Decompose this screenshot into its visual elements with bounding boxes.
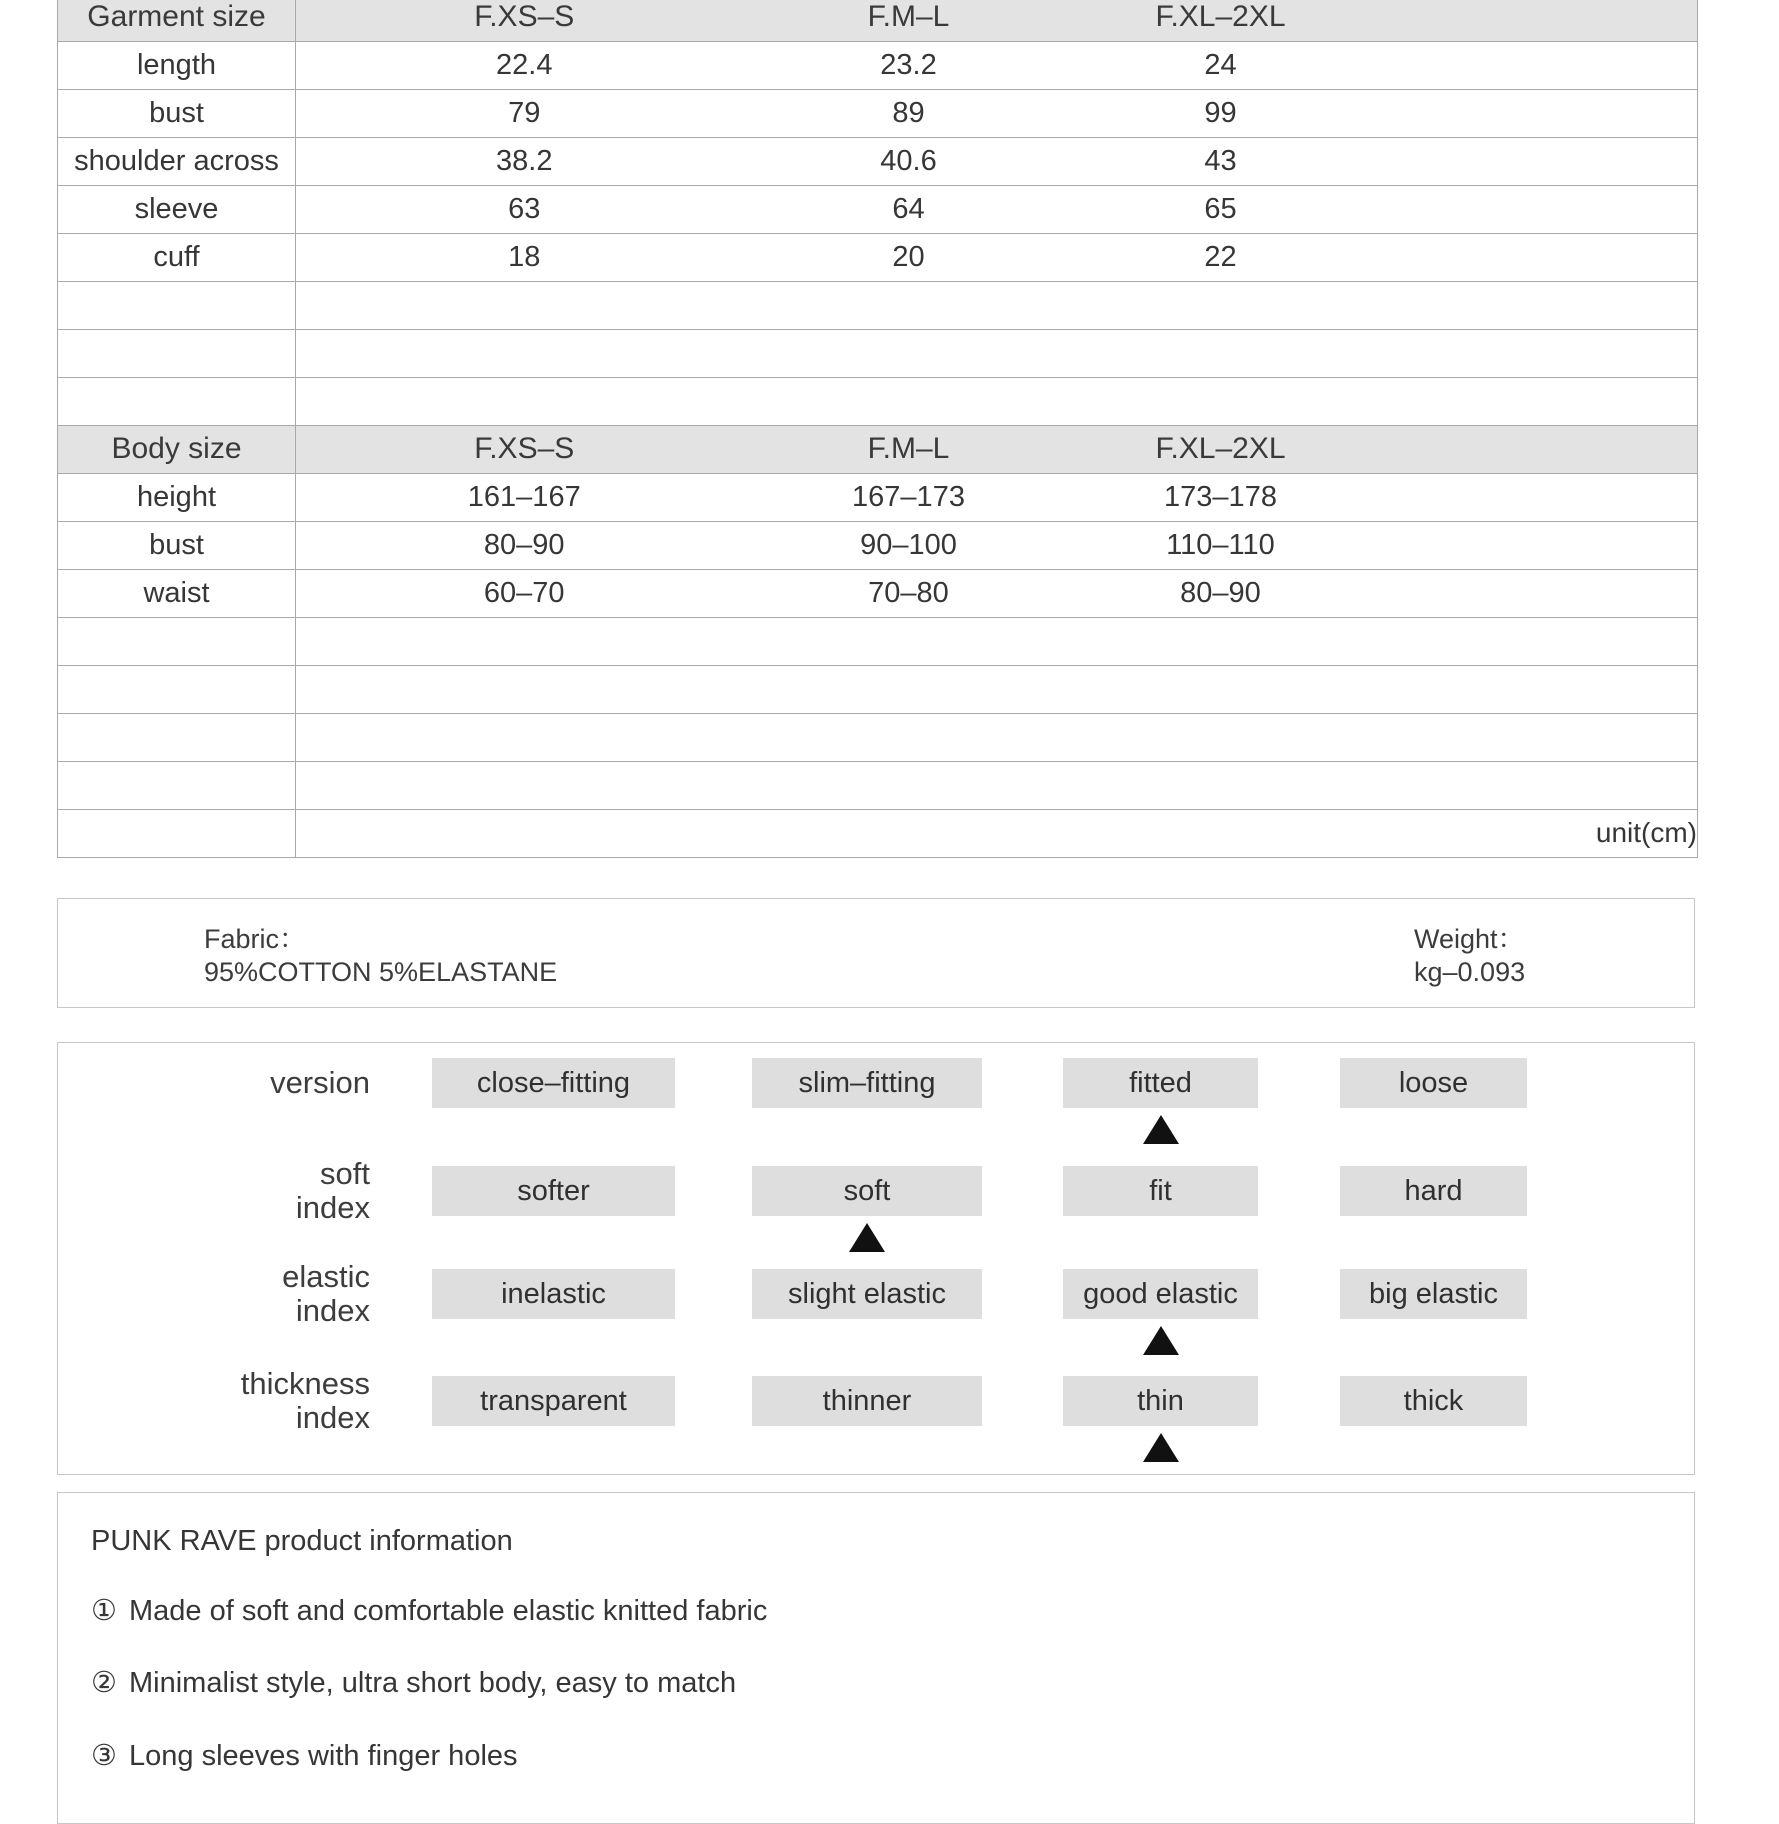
size-value-cell: 79 xyxy=(296,89,753,137)
empty-row xyxy=(58,329,1698,377)
size-value-cell: 99 xyxy=(1065,89,1377,137)
index-row-label: thickness index xyxy=(240,1366,370,1435)
circled-number-icon: ② xyxy=(91,1667,117,1699)
size-value-cell: 167–173 xyxy=(753,473,1065,521)
fabric-value: 95%COTTON 5%ELASTANE xyxy=(204,957,558,987)
size-value-cell: 40.6 xyxy=(753,137,1065,185)
size-value-cell: 18 xyxy=(296,233,753,281)
unit-label: unit(cm) xyxy=(296,809,1698,857)
table-row-height xyxy=(58,473,1698,521)
size-table-section xyxy=(57,0,1697,858)
active-marker-triangle xyxy=(1143,1115,1179,1144)
empty-row xyxy=(58,761,1698,809)
size-value-cell: 80–90 xyxy=(296,521,753,569)
index-chip: softer xyxy=(432,1166,675,1216)
index-chip: hard xyxy=(1340,1166,1527,1216)
product-info-item xyxy=(91,1665,736,1700)
unit-row xyxy=(58,809,1698,857)
row-label-cell: sleeve xyxy=(58,185,296,233)
index-chip: slim–fitting xyxy=(752,1058,982,1108)
empty-row xyxy=(58,617,1698,665)
size-value-cell: 22.4 xyxy=(296,41,753,89)
empty-row xyxy=(58,377,1698,425)
index-chip: slight elastic xyxy=(752,1269,982,1319)
fabric-panel xyxy=(57,898,1695,1008)
circled-number-icon: ③ xyxy=(91,1740,117,1772)
size-value-cell: 173–178 xyxy=(1065,473,1377,521)
index-row-label: soft index xyxy=(295,1156,370,1225)
table-row-body-bust xyxy=(58,521,1698,569)
body-col-header-xl-2xl: F.XL–2XL xyxy=(1065,425,1377,473)
row-label-cell: bust xyxy=(58,89,296,137)
index-chip: thick xyxy=(1340,1376,1527,1426)
table-row-length xyxy=(58,41,1698,89)
size-value-cell: 22 xyxy=(1065,233,1377,281)
index-chip: fitted xyxy=(1063,1058,1258,1108)
row-label-cell: cuff xyxy=(58,233,296,281)
active-marker-triangle xyxy=(849,1223,885,1252)
size-value-cell: 65 xyxy=(1065,185,1377,233)
size-value-cell: 24 xyxy=(1065,41,1377,89)
index-chip: fit xyxy=(1063,1166,1258,1216)
row-label-cell: bust xyxy=(58,521,296,569)
garment-size-header-label: Garment size xyxy=(58,0,296,41)
index-chip: loose xyxy=(1340,1058,1527,1108)
index-row-label: version xyxy=(270,1065,370,1100)
product-info-text: Made of soft and comfortable elastic knitted fabric xyxy=(129,1595,768,1627)
weight-label: Weight： xyxy=(1414,924,1525,954)
index-chip: inelastic xyxy=(432,1269,675,1319)
garment-col-header-m-l: F.M–L xyxy=(753,0,1065,41)
circled-number-icon: ① xyxy=(91,1595,117,1627)
index-chip: big elastic xyxy=(1340,1269,1527,1319)
body-col-header-m-l: F.M–L xyxy=(753,425,1065,473)
active-marker-triangle xyxy=(1143,1433,1179,1462)
size-value-cell: 64 xyxy=(753,185,1065,233)
product-info-text: Minimalist style, ultra short body, easy to match xyxy=(129,1667,737,1699)
empty-row xyxy=(58,665,1698,713)
body-col-header-xs-s: F.XS–S xyxy=(296,425,753,473)
table-row-cuff xyxy=(58,233,1698,281)
size-value-cell: 60–70 xyxy=(296,569,753,617)
index-chip: close–fitting xyxy=(432,1058,675,1108)
body-size-header-row xyxy=(58,425,1698,473)
index-chip: thin xyxy=(1063,1376,1258,1426)
active-marker-triangle xyxy=(1143,1326,1179,1355)
index-row-version xyxy=(58,1058,1694,1150)
product-info-item xyxy=(91,1593,767,1628)
row-label-cell: shoulder across xyxy=(58,137,296,185)
size-value-cell: 70–80 xyxy=(753,569,1065,617)
empty-row xyxy=(58,713,1698,761)
size-value-cell: 43 xyxy=(1065,137,1377,185)
body-size-header-label: Body size xyxy=(58,425,296,473)
weight-value: kg–0.093 xyxy=(1414,957,1526,987)
row-label-cell: height xyxy=(58,473,296,521)
size-value-cell: 161–167 xyxy=(296,473,753,521)
index-row-thickness xyxy=(58,1366,1694,1468)
size-value-cell: 110–110 xyxy=(1065,521,1377,569)
row-label-cell: waist xyxy=(58,569,296,617)
garment-col-header-xs-s: F.XS–S xyxy=(296,0,753,41)
product-info-panel xyxy=(57,1492,1695,1824)
product-info-title: PUNK RAVE product information xyxy=(91,1525,513,1557)
size-value-cell: 80–90 xyxy=(1065,569,1377,617)
index-row-label: elastic index xyxy=(282,1259,370,1328)
empty-row xyxy=(58,281,1698,329)
table-row-bust xyxy=(58,89,1698,137)
index-row-elastic xyxy=(58,1259,1694,1361)
row-label-cell: length xyxy=(58,41,296,89)
size-value-cell: 89 xyxy=(753,89,1065,137)
garment-col-header-xl-2xl: F.XL–2XL xyxy=(1065,0,1377,41)
size-value-cell: 23.2 xyxy=(753,41,1065,89)
size-value-cell: 38.2 xyxy=(296,137,753,185)
fabric-label: Fabric： xyxy=(204,924,307,954)
weight-info xyxy=(1414,923,1525,989)
product-info-item xyxy=(91,1738,518,1773)
table-row-shoulder-across xyxy=(58,137,1698,185)
size-value-cell: 90–100 xyxy=(753,521,1065,569)
garment-size-header-row xyxy=(58,0,1698,41)
index-row-soft xyxy=(58,1156,1694,1258)
size-value-cell: 63 xyxy=(296,185,753,233)
index-chip: thinner xyxy=(752,1376,982,1426)
size-value-cell: 20 xyxy=(753,233,1065,281)
fabric-info xyxy=(204,923,557,989)
fit-index-panel xyxy=(57,1042,1695,1475)
index-chip: transparent xyxy=(432,1376,675,1426)
size-table xyxy=(57,0,1698,858)
index-chip: soft xyxy=(752,1166,982,1216)
table-row-waist xyxy=(58,569,1698,617)
product-info-text: Long sleeves with finger holes xyxy=(129,1740,518,1772)
table-row-sleeve xyxy=(58,185,1698,233)
index-chip: good elastic xyxy=(1063,1269,1258,1319)
